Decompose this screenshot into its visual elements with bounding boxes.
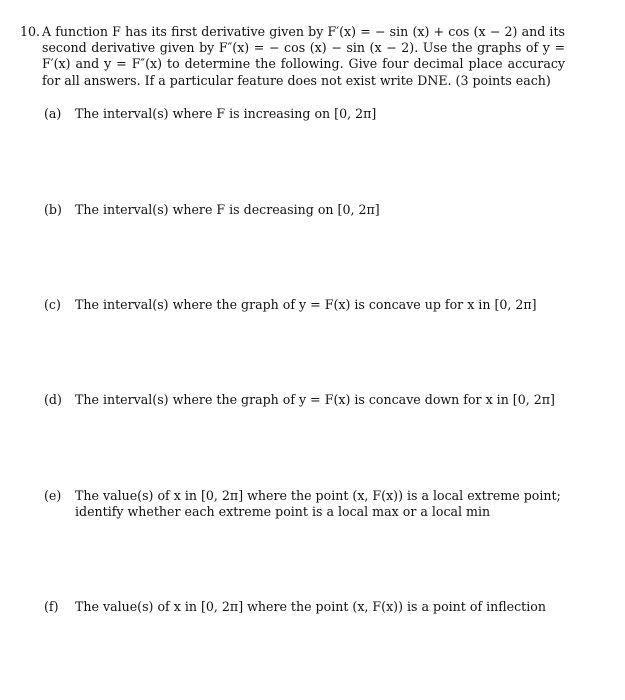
part-text: The interval(s) where the graph of y = F(x) is concave up for x in [0, 2π] xyxy=(75,297,537,312)
problem-number: 10. xyxy=(20,24,41,39)
part-text: The value(s) of x in [0, 2π] where the point (x, F(x)) is a local extreme point; identify whether each extreme point is a local max or a local min xyxy=(75,488,561,520)
part-text: The interval(s) where F is increasing on [0, 2π] xyxy=(75,106,377,121)
part-label: (b) xyxy=(44,202,62,217)
part-a xyxy=(44,106,584,122)
part-label: (f) xyxy=(44,599,59,614)
part-label: (c) xyxy=(44,297,61,312)
part-f xyxy=(44,599,584,615)
part-b xyxy=(44,202,584,218)
part-label: (d) xyxy=(44,392,62,407)
part-label: (e) xyxy=(44,488,62,503)
part-label: (a) xyxy=(44,106,62,121)
part-e xyxy=(44,488,584,520)
part-text: The value(s) of x in [0, 2π] where the point (x, F(x)) is a point of inflection xyxy=(75,599,546,614)
part-d xyxy=(44,392,584,408)
part-text: The interval(s) where F is decreasing on [0, 2π] xyxy=(75,202,380,217)
problem-statement xyxy=(20,24,565,89)
part-c xyxy=(44,297,584,313)
problem-text: A function F has its first derivative given by F′(x) = − sin (x) + cos (x − 2) and its second derivative given by F″(x) = − cos (x) − sin (x − 2). Use the graphs of y = F′(x) and y = F″(x) to determine the following. Give four decimal place accuracy for all answers. If a particular feature does not exist write DNE. (3 points each) xyxy=(42,24,565,88)
part-text: The interval(s) where the graph of y = F(x) is concave down for x in [0, 2π] xyxy=(75,392,555,407)
